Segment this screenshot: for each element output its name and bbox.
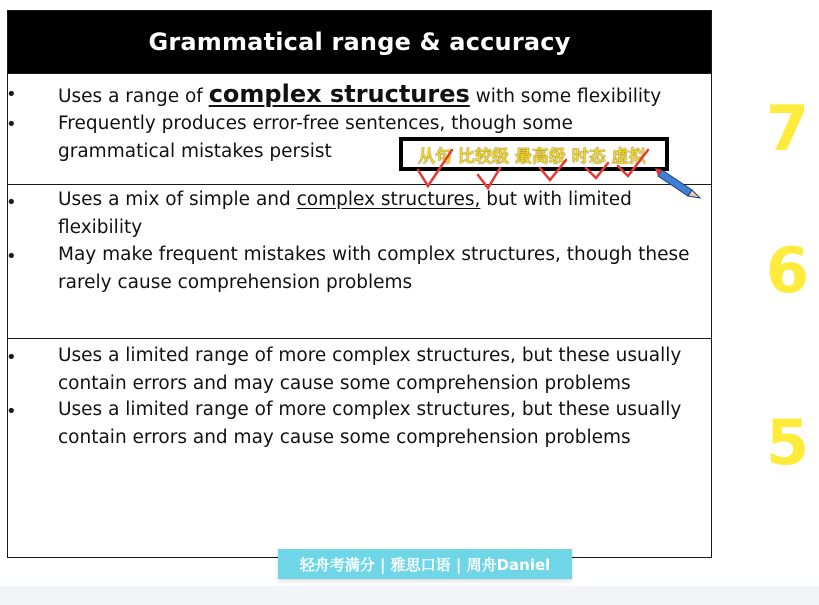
band6-bullet2-line1: May make frequent mistakes with complex structures, though these (58, 244, 690, 265)
bullet-marker: • (6, 192, 17, 213)
pencil-icon (655, 168, 700, 198)
band-score-5: 5 (766, 406, 810, 479)
band5-bullet2-line1: Uses a limited range of more complex structures, but these usually (58, 399, 682, 420)
annotation-text: 从句 比较级 最高级 时态 虚拟 (418, 147, 646, 167)
band6-bullet2-line2: rarely cause comprehension problems (58, 272, 413, 293)
band7-bullet2-line2: grammatical mistakes persist (58, 141, 332, 162)
band7-bullet2-line1: Frequently produces error-free sentences, though some (58, 113, 573, 134)
table-title: Grammatical range & accuracy (148, 28, 571, 56)
bullet-marker: • (6, 401, 17, 422)
band6-bullet1-line2: flexibility (58, 217, 143, 238)
tick-mark (586, 163, 608, 178)
tick-mark (618, 150, 648, 176)
bullet-marker: • (6, 246, 17, 267)
band7-complex-structures: complex structures (208, 80, 470, 108)
tick-mark (418, 150, 452, 186)
bullet-marker: • (6, 114, 17, 135)
band7-bullet1: Uses a range of complex structures with some flexibility (58, 80, 662, 108)
watermark-text: 轻舟考满分 | 雅思口语 | 周舟Daniel (299, 555, 551, 574)
band-score-7: 7 (766, 92, 810, 165)
bullet-marker: • (6, 84, 17, 105)
band6-bullet1: Uses a mix of simple and complex structures, but with limited (58, 189, 632, 210)
tick-mark (478, 168, 500, 188)
band-score-6: 6 (766, 234, 810, 307)
band5-bullet1-line2: contain errors and may cause some comprehension problems (58, 373, 631, 394)
bullet-marker: • (6, 347, 17, 368)
watermark-banner (278, 549, 572, 579)
tick-mark (540, 160, 566, 180)
band5-bullet1-line1: Uses a limited range of more complex structures, but these usually (58, 345, 682, 366)
band6-complex-structures: complex structures, (296, 189, 481, 210)
band5-bullet2-line2: contain errors and may cause some comprehension problems (58, 427, 631, 448)
